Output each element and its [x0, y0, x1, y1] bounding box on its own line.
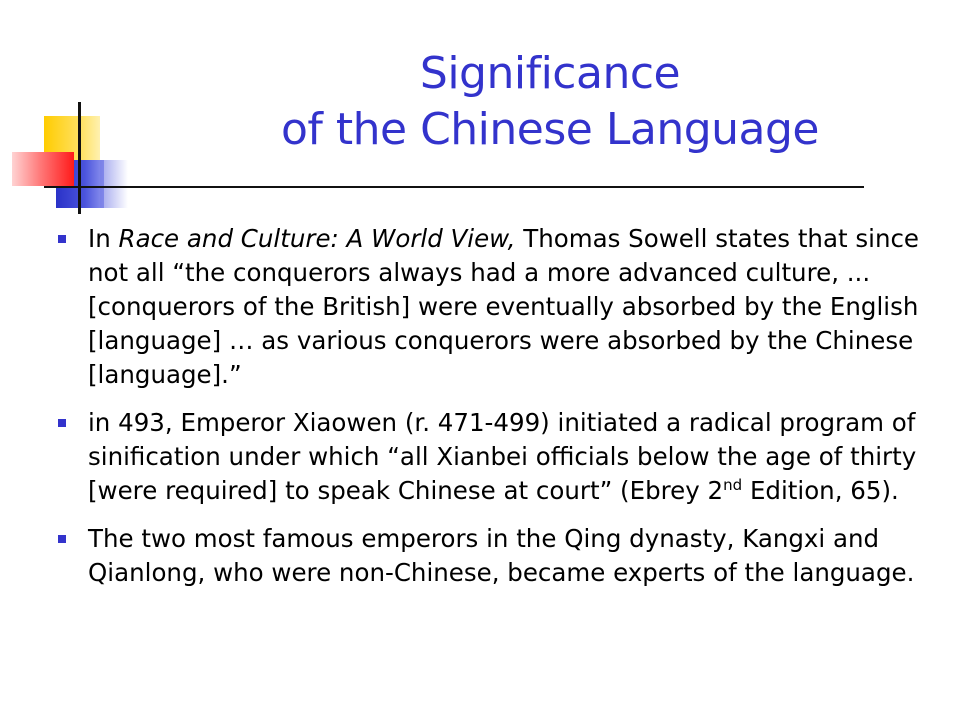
bullet-list: [56, 222, 936, 604]
bullet-3-text: The two most famous emperors in the Qing dynasty, Kangxi and Qianlong, who were non-Chinese, became experts of the language.: [88, 524, 915, 587]
square-bullet-icon: [58, 419, 66, 427]
bullet-1-text-start: In: [88, 224, 119, 253]
bullet-item-sowell: [56, 222, 936, 392]
vertical-rule-line: [78, 102, 81, 214]
bullet-2-text-end: Edition, 65).: [742, 476, 899, 505]
slide-title: [170, 46, 930, 158]
bullet-1-text-end: Thomas Sowell states that since not all “the conquerors always had a more advanced culture, ... [conquerors of the British] were eventually absorbed by the English [language] … as various conquerors were absorbed by the Chinese [language].”: [88, 224, 920, 389]
square-bullet-icon: [58, 535, 66, 543]
title-underline-rule: [44, 186, 864, 188]
bullet-2-text-start: in 493, Emperor Xiaowen (r. 471-499) initiated a radical program of sinification under which “all Xianbei officials below the age of thirty [were required] to speak Chinese at court” (Ebrey 2: [88, 408, 917, 505]
red-bar-shape: [12, 152, 74, 186]
title-line-1: Significance: [419, 48, 681, 99]
book-title-italic: Race and Culture: A World View,: [118, 224, 516, 253]
ordinal-superscript: nd: [723, 475, 743, 494]
blue-square-glow-shape: [100, 160, 128, 208]
bullet-item-xiaowen: [56, 406, 936, 508]
bullet-item-qing: [56, 522, 936, 590]
title-line-2: of the Chinese Language: [280, 104, 819, 155]
square-bullet-icon: [58, 235, 66, 243]
corner-decoration-graphic: [0, 0, 140, 230]
